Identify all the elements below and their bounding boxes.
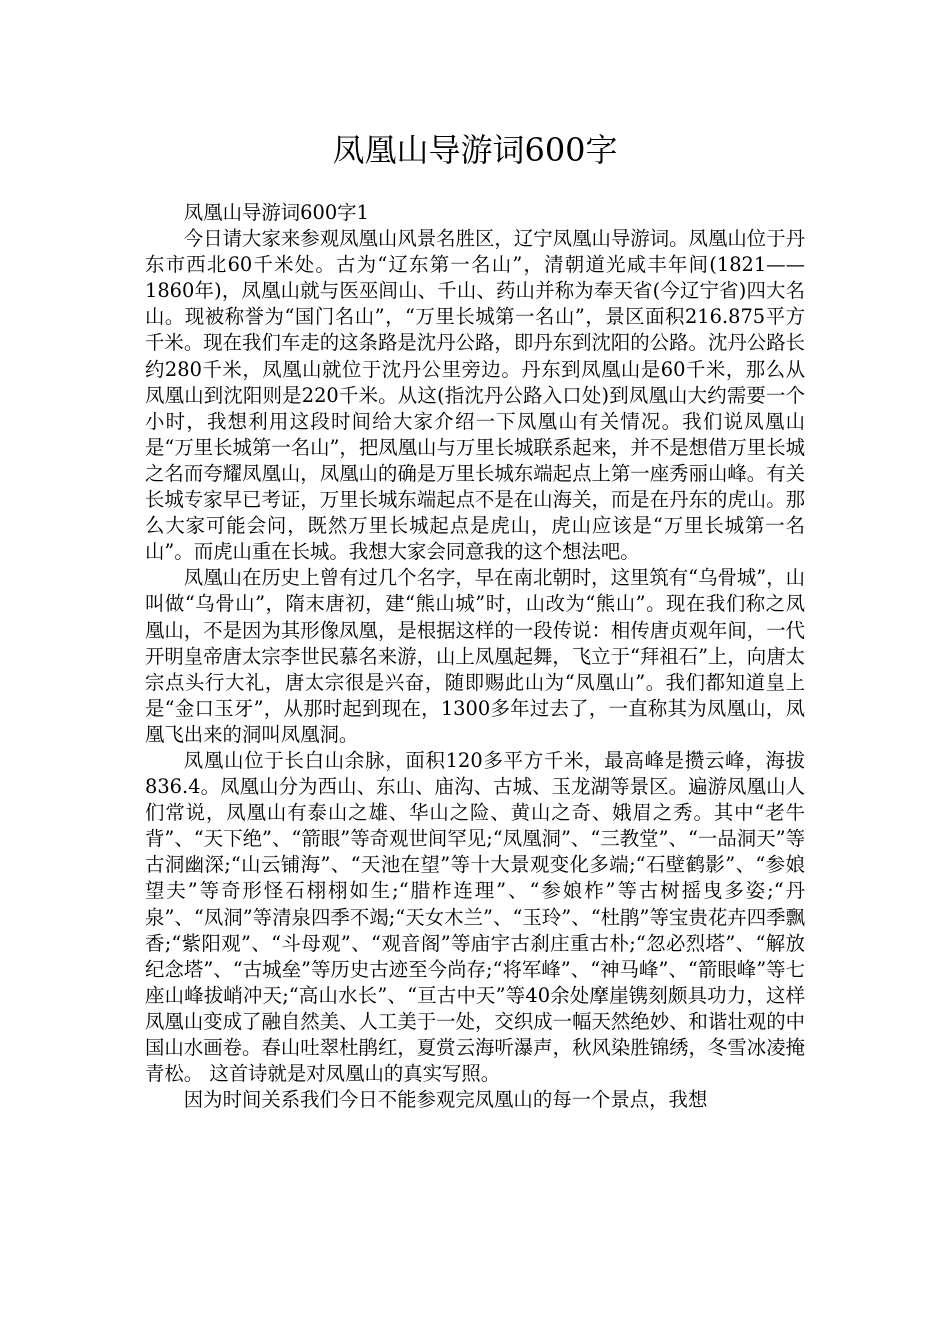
- paragraph-3: 凤凰山位于长白山余脉，面积120多平方千米，最高峰是攒云峰，海拔836.4。凤凰山分为西山、东山、庙沟、古城、玉龙湖等景区。遍游凤凰山人们常说，凤凰山有泰山之雄、华山之险、黄山之奇、娥眉之秀。其中“老牛背”、“天下绝”、“箭眼”等奇观世间罕见;“凤凰洞”、“三教堂”、“一品洞天”等古洞幽深;“山云铺海”、“天池在望”等十大景观变化多端;“石壁鹤影”、“参娘望夫”等奇形怪石栩栩如生;“腊柞连理”、“参娘柞”等古树摇曳多姿;“丹泉”、“凤洞”等清泉四季不竭;“天女木兰”、“玉玲”、“杜鹃”等宝贵花卉四季飘香;“紫阳观”、“斗母观”、“观音阁”等庙宇古刹庄重古朴;“忽必烈塔”、“解放纪念塔”、“古城垒”等历史古迹至今尚存;“将军峰”、“神马峰”、“箭眼峰”等七座山峰拔峭冲天;“高山水长”、“亘古中天”等40余处摩崖镌刻颇具功力，这样凤凰山变成了融自然美、人工美于一处，交织成一幅天然绝妙、和谐壮观的中国山水画卷。春山吐翠杜鹃红，夏赏云海听瀑声，秋风染胜锦绣，冬雪冰凌掩青松。 这首诗就是对凤凰山的真实写照。: [145, 748, 805, 1086]
- document-title: 凤凰山导游词600字: [332, 131, 618, 169]
- document-body: [145, 200, 805, 1113]
- paragraph-4: 因为时间关系我们今日不能参观完凤凰山的每一个景点，我想: [183, 1088, 708, 1112]
- paragraph-2: 凤凰山在历史上曾有过几个名字，早在南北朝时，这里筑有“乌骨城”，山叫做“乌骨山”，隋末唐初，建“熊山城”时，山改为“熊山”。现在我们称之凤凰山，不是因为其形像凤凰，是根据这样的一段传说：相传唐贞观年间，一代开明皇帝唐太宗李世民慕名来游，山上凤凰起舞，飞立于“拜祖石”上，向唐太宗点头行大礼，唐太宗很是兴奋，随即赐此山为“凤凰山”。我们都知道皇上是“金口玉牙”，从那时起到现在，1300多年过去了，一直称其为凤凰山，凤凰飞出来的洞叫凤凰洞。: [145, 566, 805, 746]
- section-heading: 凤凰山导游词600字1: [183, 201, 369, 224]
- paragraph-1: 今日请大家来参观凤凰山风景名胜区，辽宁凤凰山导游词。凤凰山位于丹东市西北60千米处。古为“辽东第一名山”，清朝道光咸丰年间(1821——1860年)，凤凰山就与医巫闾山、千山、药山并称为奉天省(今辽宁省)四大名山。现被称誉为“国门名山”，“万里长城第一名山”，景区面积216.875平方千米。现在我们车走的这条路是沈丹公路，即丹东到沈阳的公路。沈丹公路长约280千米，凤凰山就位于沈丹公里旁边。丹东到凤凰山是60千米，那么从凤凰山到沈阳则是220千米。从这(指沈丹公路入口处)到凤凰山大约需要一个小时，我想利用这段时间给大家介绍一下凤凰山有关情况。我们说凤凰山是“万里长城第一名山”，把凤凰山与万里长城联系起来，并不是想借万里长城之名而夸耀凤凰山，凤凰山的确是万里长城东端起点上第一座秀丽山峰。有关长城专家早已考证，万里长城东端起点不是在山海关，而是在丹东的虎山。那么大家可能会问，既然万里长城起点是虎山，虎山应该是“万里长城第一名山”。而虎山重在长城。我想大家会同意我的这个想法吧。: [145, 227, 805, 564]
